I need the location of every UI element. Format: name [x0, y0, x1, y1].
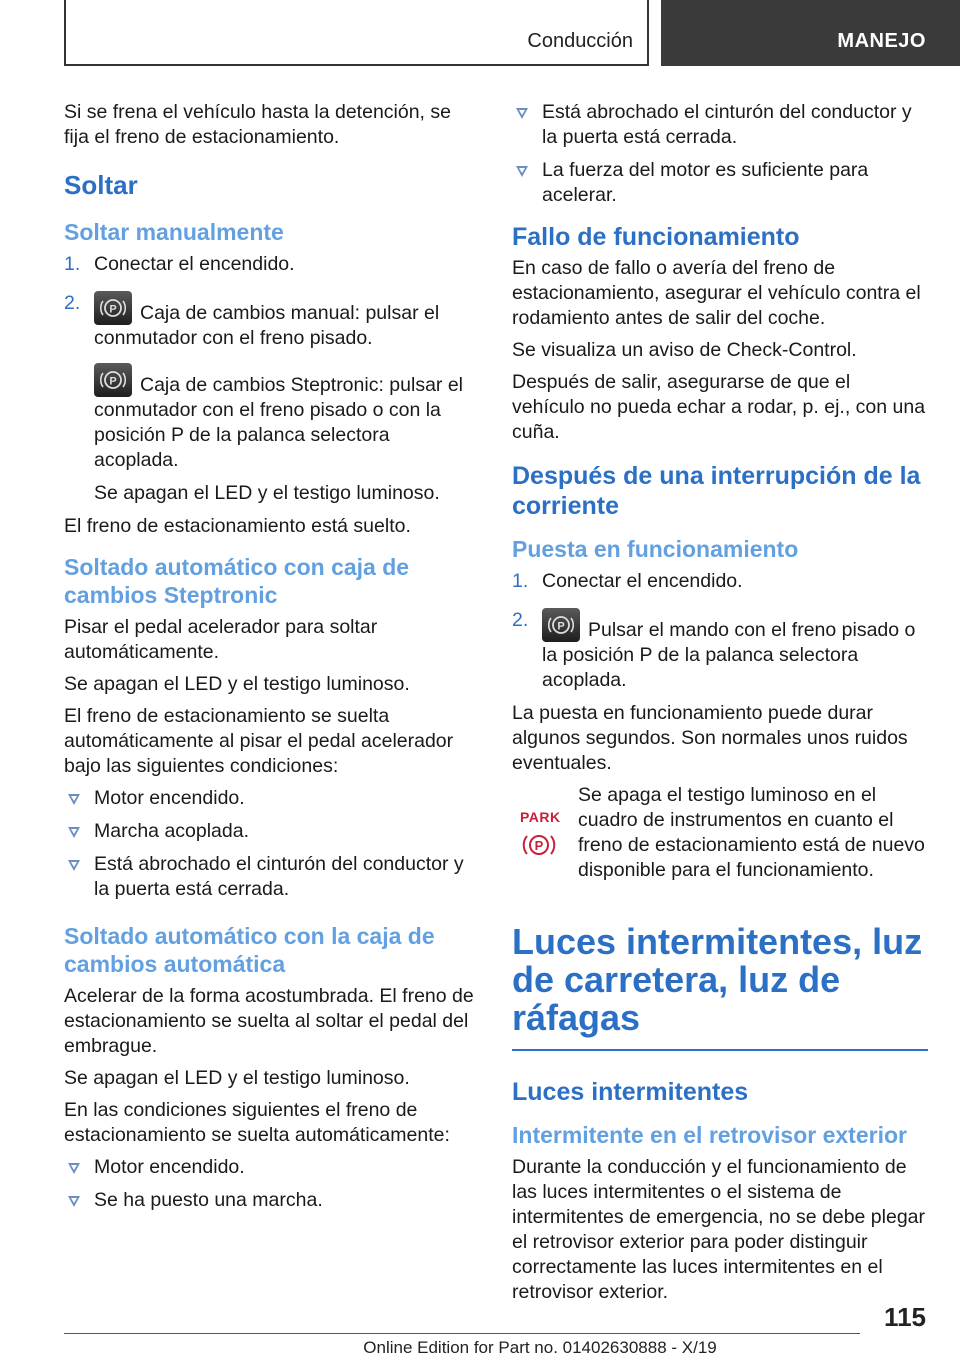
bullet-text: Motor encendido.: [94, 1156, 245, 1178]
header-section-tab: [64, 0, 649, 66]
step-number: 1.: [512, 570, 529, 592]
conditions-list: [64, 1155, 476, 1213]
step-number: 2.: [512, 609, 529, 631]
step-text: Pulsar el mando con el freno pisado o la posición P de la palanca selectora acoplada.: [542, 619, 916, 691]
conditions-paragraph: El freno de estacionamiento se suelta automáticamente al pisar el pedal acelerador bajo las siguientes condiciones:: [64, 705, 454, 777]
parking-brake-button-icon: [542, 608, 580, 642]
heading-luces-main: Luces intermitentes, luz de carretera, luz de ráfagas: [512, 921, 923, 1038]
heading-puesta: Puesta en funcionamiento: [512, 536, 799, 562]
list-item: [64, 1155, 476, 1180]
header-chapter-tab: [661, 0, 960, 66]
footer-divider: [64, 1333, 860, 1334]
acelerar-paragraph: Acelerar de la forma acostumbrada. El freno de estacionamiento se suelta al soltar el pedal del embrague.: [64, 985, 474, 1057]
triangle-bullet-icon: [68, 827, 80, 838]
edition-note: Online Edition for Part no. 01402630888 - X/19: [363, 1338, 717, 1357]
heading-interrupcion: Después de una interrupción de la corriente: [512, 462, 921, 520]
manual-steps: [64, 252, 476, 351]
list-item: [512, 158, 928, 208]
bullet-text: La fuerza del motor es suficiente para acelerar.: [542, 159, 869, 206]
despues-paragraph: Después de salir, asegurarse de que el vehículo no pueda echar a rodar, p. ej., con una cuña.: [512, 371, 926, 443]
page-number: 115: [884, 1302, 926, 1332]
triangle-bullet-icon: [68, 860, 80, 871]
led-off-paragraph: Se apagan el LED y el testigo luminoso.: [64, 1067, 410, 1089]
list-item: [64, 1188, 476, 1213]
heading-soltar-manualmente: Soltar manualmente: [64, 219, 284, 245]
list-item: [64, 786, 476, 811]
chapter-title: MANEJO: [837, 30, 926, 52]
heading-fallo: Fallo de funcionamiento: [512, 223, 800, 251]
park-text: Se apaga el testigo luminoso en el cuadro de instrumentos en cuanto el freno de estacionamiento está de nuevo disponible para el funcionamiento.: [578, 784, 925, 881]
step-text: Caja de cambios manual: pulsar el conmutador con el freno pisado.: [94, 302, 440, 349]
triangle-bullet-icon: [516, 108, 528, 119]
heading-soltar: Soltar: [64, 170, 138, 200]
conditions-paragraph: En las condiciones siguientes el freno de estacionamiento se suelta automáticamente:: [64, 1099, 450, 1146]
left-column: [64, 100, 476, 1221]
parking-brake-button-icon: [94, 363, 132, 397]
right-column: [512, 100, 928, 1312]
svg-text:P: P: [109, 375, 117, 388]
led-off-paragraph: Se apagan el LED y el testigo luminoso.: [94, 482, 440, 504]
park-label: PARK: [520, 809, 561, 825]
conditions-list: [64, 786, 476, 902]
led-off-paragraph: Se apagan el LED y el testigo luminoso.: [64, 673, 410, 695]
list-item: [512, 569, 928, 594]
puesta-steps: [512, 569, 928, 693]
aviso-paragraph: Se visualiza un aviso de Check-Control.: [512, 339, 857, 361]
heading-luces: Luces intermitentes: [512, 1078, 749, 1106]
svg-text:P: P: [557, 620, 565, 633]
step-number: 1.: [64, 253, 81, 275]
released-paragraph: El freno de estacionamiento está suelto.: [64, 515, 411, 537]
parking-brake-button-icon: [94, 291, 132, 325]
bullet-text: Está abrochado el cinturón del conductor y la puerta está cerrada.: [542, 101, 912, 148]
puesta-paragraph: La puesta en funcionamiento puede durar algunos segundos. Son normales unos ruidos eventuales.: [512, 702, 908, 774]
pisar-paragraph: Pisar el pedal acelerador para soltar automáticamente.: [64, 616, 378, 663]
heading-retrovisor: Intermitente en el retrovisor exterior: [512, 1122, 907, 1148]
retrovisor-paragraph: Durante la conducción y el funcionamiento de las luces intermitentes o el sistema de intermitentes de emergencia, no se debe plegar el retrovisor exterior para poder distinguir correctamente las luces intermitentes en el retrovisor exterior.: [512, 1156, 926, 1303]
intro-paragraph: Si se frena el vehículo hasta la detención, se fija el freno de estacionamiento.: [64, 101, 451, 148]
heading-auto-steptronic: Soltado automático con caja de cambios Steptronic: [64, 554, 410, 608]
bullet-text: Está abrochado el cinturón del conductor y la puerta está cerrada.: [94, 853, 464, 900]
steptronic-paragraph: [64, 363, 476, 473]
svg-text:P: P: [109, 303, 117, 316]
triangle-bullet-icon: [68, 1196, 80, 1207]
heading-divider: [512, 1049, 928, 1051]
triangle-bullet-icon: [68, 1163, 80, 1174]
bullet-text: Se ha puesto una marcha.: [94, 1189, 323, 1211]
step-number: 2.: [64, 292, 81, 314]
list-item: [512, 608, 928, 693]
triangle-bullet-icon: [516, 166, 528, 177]
heading-auto-automatic: Soltado automático con la caja de cambios automática: [64, 923, 435, 977]
steptronic-text: Caja de cambios Steptronic: pulsar el conmutador con el freno pisado o con la posición P de la palanca selectora acoplada.: [94, 374, 463, 471]
conditions-list: [512, 100, 928, 208]
fallo-paragraph: En caso de fallo o avería del freno de estacionamiento, asegurar el vehículo contra el rodamiento antes de salir del coche.: [512, 257, 921, 329]
bullet-text: Motor encendido.: [94, 787, 245, 809]
park-note: [512, 783, 928, 883]
svg-text:P: P: [534, 838, 544, 853]
triangle-bullet-icon: [68, 794, 80, 805]
bullet-text: Marcha acoplada.: [94, 820, 250, 842]
list-item: [64, 852, 476, 902]
step-text: Conectar el encendido.: [94, 253, 295, 275]
step-text: Conectar el encendido.: [542, 570, 743, 592]
park-warning-icon: [520, 805, 561, 855]
section-title: Conducción: [527, 30, 633, 52]
list-item: [64, 819, 476, 844]
list-item: [512, 100, 928, 150]
list-item: [64, 291, 476, 351]
list-item: [64, 252, 476, 277]
